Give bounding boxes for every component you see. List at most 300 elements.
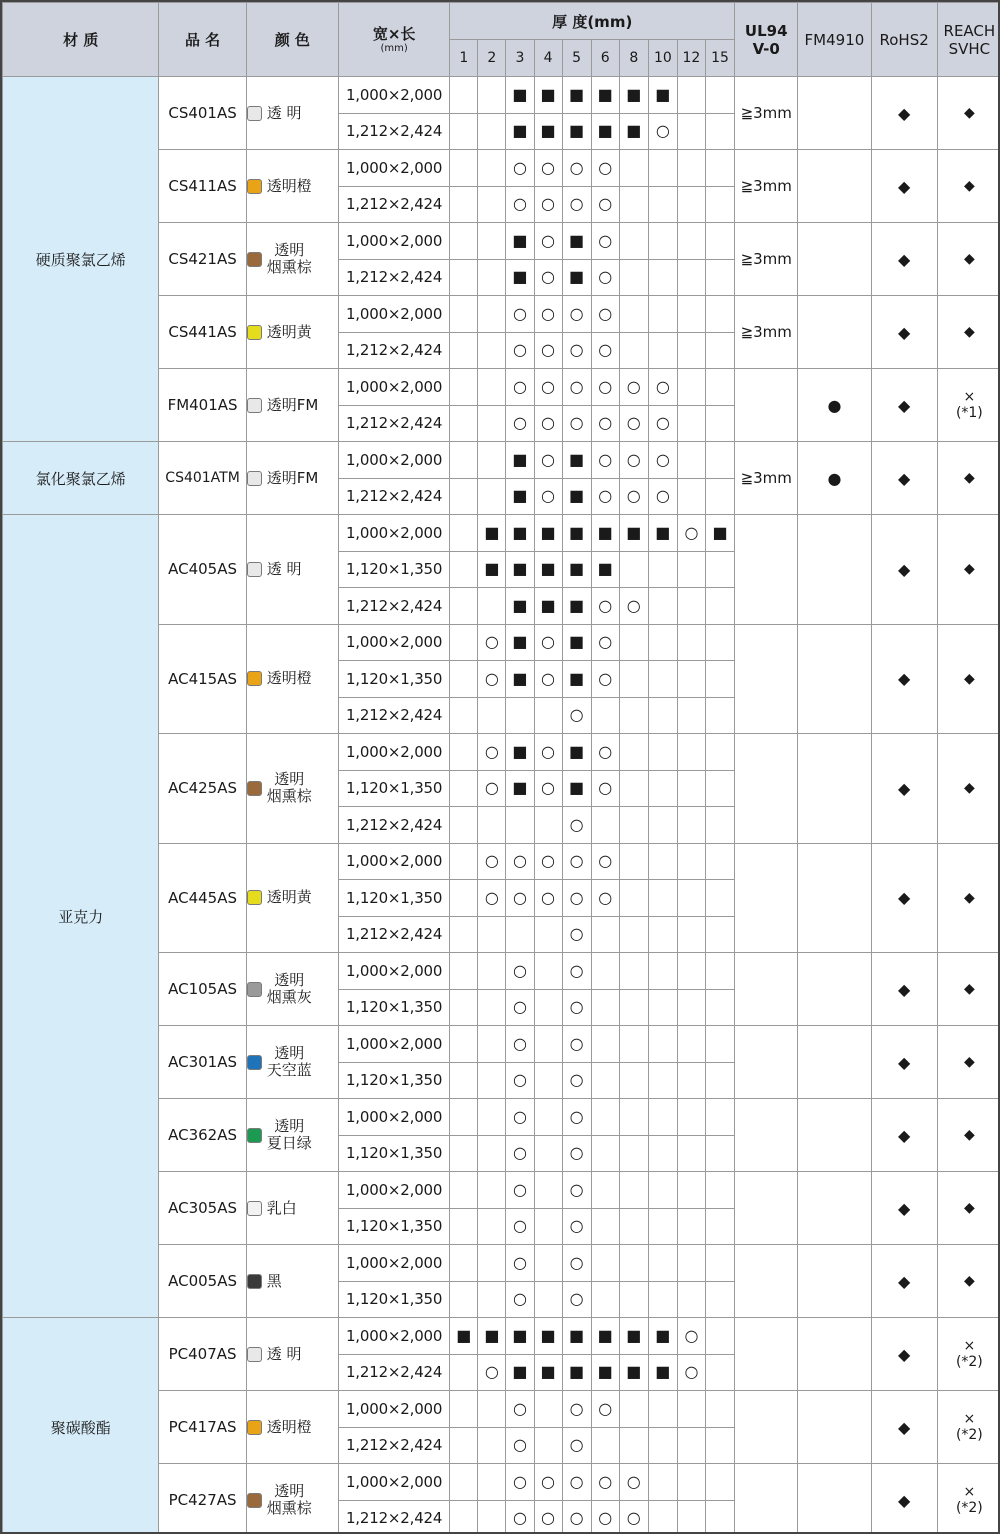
- thickness-cell-5: ■: [562, 442, 591, 479]
- color-name: 黑: [266, 1271, 282, 1290]
- ul94-cell: ≧3mm: [735, 296, 798, 369]
- header-ul94-line1: UL94: [744, 21, 788, 40]
- thickness-cell-1: [450, 880, 478, 917]
- header-product: 品 名: [159, 3, 246, 77]
- rohs2-cell: ◆: [871, 1245, 937, 1318]
- rohs2-cell: ◆: [871, 150, 937, 223]
- size-cell: 1,000×2,000: [338, 734, 449, 771]
- thickness-cell-2: [478, 259, 506, 296]
- thickness-cell-1: [450, 1026, 478, 1063]
- thickness-cell-6: ○: [591, 770, 619, 807]
- product-name-cell: CS401AS: [159, 77, 246, 150]
- thickness-cell-1: [450, 515, 478, 552]
- product-name-cell: CS441AS: [159, 296, 246, 369]
- thickness-cell-12: [677, 551, 705, 588]
- material-cell: 氯化聚氯乙烯: [3, 442, 159, 515]
- thickness-cell-4: [534, 1135, 562, 1172]
- thickness-cell-3: ○: [506, 1500, 534, 1534]
- thickness-cell-8: [619, 807, 648, 844]
- thickness-cell-3: ○: [506, 405, 534, 442]
- thickness-cell-6: [591, 807, 619, 844]
- color-cell: [246, 843, 338, 953]
- color-wrap: [247, 178, 338, 195]
- thickness-cell-2: [478, 1172, 506, 1209]
- size-cell: 1,212×2,424: [338, 588, 449, 625]
- header-thickness-10: 10: [648, 40, 677, 77]
- thickness-cell-2: [478, 442, 506, 479]
- thickness-cell-4: ○: [534, 624, 562, 661]
- thickness-cell-8: [619, 150, 648, 187]
- thickness-cell-10: [648, 1208, 677, 1245]
- thickness-cell-2: [478, 150, 506, 187]
- thickness-cell-12: [677, 369, 705, 406]
- rohs2-cell: ◆: [871, 1172, 937, 1245]
- thickness-cell-2: [478, 223, 506, 260]
- thickness-cell-12: [677, 1062, 705, 1099]
- thickness-cell-8: [619, 989, 648, 1026]
- thickness-cell-2: [478, 1062, 506, 1099]
- reach-svhc-cell: ◆: [937, 1172, 1000, 1245]
- thickness-cell-1: [450, 1427, 478, 1464]
- rohs2-cell: ◆: [871, 953, 937, 1026]
- size-cell: 1,000×2,000: [338, 150, 449, 187]
- color-swatch: [247, 1347, 262, 1362]
- thickness-cell-4: ■: [534, 77, 562, 114]
- header-color: 颜 色: [246, 3, 338, 77]
- thickness-cell-5: ○: [562, 1208, 591, 1245]
- thickness-cell-10: [648, 916, 677, 953]
- size-cell: 1,000×2,000: [338, 1026, 449, 1063]
- color-swatch: [247, 562, 262, 577]
- thickness-cell-3: [506, 697, 534, 734]
- size-cell: 1,212×2,424: [338, 332, 449, 369]
- thickness-cell-4: [534, 1099, 562, 1136]
- rohs2-cell: ◆: [871, 624, 937, 734]
- rohs2-cell: ◆: [871, 369, 937, 442]
- header-reach-line2: SVHC: [948, 39, 991, 58]
- thickness-cell-5: ○: [562, 1172, 591, 1209]
- thickness-cell-15: ■: [705, 515, 734, 552]
- thickness-cell-8: ○: [619, 588, 648, 625]
- thickness-cell-1: [450, 77, 478, 114]
- thickness-cell-6: ○: [591, 661, 619, 698]
- size-cell: 1,212×2,424: [338, 916, 449, 953]
- color-name: 透明FM: [266, 395, 319, 414]
- thickness-cell-10: [648, 296, 677, 333]
- thickness-cell-15: [705, 661, 734, 698]
- thickness-cell-3: ■: [506, 661, 534, 698]
- thickness-cell-6: ■: [591, 1318, 619, 1355]
- thickness-cell-12: [677, 296, 705, 333]
- thickness-cell-1: [450, 1500, 478, 1534]
- thickness-cell-12: [677, 113, 705, 150]
- thickness-cell-8: [619, 1026, 648, 1063]
- thickness-cell-10: [648, 1062, 677, 1099]
- thickness-cell-10: [648, 1135, 677, 1172]
- thickness-cell-3: ○: [506, 1135, 534, 1172]
- thickness-cell-4: ○: [534, 478, 562, 515]
- product-name-cell: PC427AS: [159, 1464, 246, 1534]
- thickness-cell-2: [478, 989, 506, 1026]
- ul94-cell: [735, 624, 798, 734]
- thickness-cell-1: [450, 186, 478, 223]
- color-swatch: [247, 1420, 262, 1435]
- thickness-cell-15: [705, 880, 734, 917]
- thickness-cell-15: [705, 1062, 734, 1099]
- thickness-cell-5: ○: [562, 989, 591, 1026]
- table-row: [3, 77, 1000, 114]
- thickness-cell-4: ○: [534, 332, 562, 369]
- thickness-cell-12: [677, 186, 705, 223]
- thickness-cell-12: ○: [677, 515, 705, 552]
- thickness-cell-4: ○: [534, 661, 562, 698]
- thickness-cell-8: ■: [619, 77, 648, 114]
- thickness-cell-6: ○: [591, 1391, 619, 1428]
- size-cell: 1,000×2,000: [338, 369, 449, 406]
- header-ul94-line2: V-0: [752, 39, 780, 58]
- thickness-cell-4: ○: [534, 296, 562, 333]
- thickness-cell-10: [648, 807, 677, 844]
- thickness-cell-4: [534, 1391, 562, 1428]
- thickness-cell-6: ○: [591, 624, 619, 661]
- thickness-cell-1: [450, 624, 478, 661]
- thickness-cell-2: [478, 1464, 506, 1501]
- thickness-cell-15: [705, 1172, 734, 1209]
- color-swatch: [247, 252, 262, 267]
- thickness-cell-15: [705, 1208, 734, 1245]
- thickness-cell-1: [450, 697, 478, 734]
- thickness-cell-10: ■: [648, 1354, 677, 1391]
- table-row: [3, 442, 1000, 479]
- thickness-cell-12: [677, 442, 705, 479]
- thickness-cell-2: ○: [478, 880, 506, 917]
- thickness-cell-2: ■: [478, 551, 506, 588]
- thickness-cell-1: [450, 478, 478, 515]
- color-swatch: [247, 179, 262, 194]
- thickness-cell-3: ■: [506, 223, 534, 260]
- thickness-cell-10: [648, 1464, 677, 1501]
- thickness-cell-6: [591, 1099, 619, 1136]
- header-reach-line1: REACH: [943, 21, 996, 40]
- thickness-cell-8: [619, 332, 648, 369]
- color-wrap: [247, 972, 338, 1006]
- thickness-cell-2: [478, 186, 506, 223]
- product-name-cell: AC005AS: [159, 1245, 246, 1318]
- thickness-cell-10: [648, 186, 677, 223]
- thickness-cell-3: ○: [506, 369, 534, 406]
- thickness-cell-3: ■: [506, 113, 534, 150]
- thickness-cell-3: ■: [506, 1354, 534, 1391]
- ul94-cell: [735, 1026, 798, 1099]
- thickness-cell-2: [478, 1500, 506, 1534]
- product-name-cell: AC105AS: [159, 953, 246, 1026]
- rohs2-cell: ◆: [871, 843, 937, 953]
- thickness-cell-2: [478, 332, 506, 369]
- thickness-cell-3: ■: [506, 515, 534, 552]
- thickness-cell-6: ○: [591, 1464, 619, 1501]
- fm4910-cell: ●: [798, 442, 871, 515]
- thickness-cell-6: ■: [591, 77, 619, 114]
- thickness-cell-1: [450, 1281, 478, 1318]
- thickness-cell-8: [619, 953, 648, 990]
- thickness-cell-8: [619, 223, 648, 260]
- thickness-cell-10: [648, 223, 677, 260]
- thickness-cell-5: ■: [562, 588, 591, 625]
- thickness-cell-1: [450, 442, 478, 479]
- ul94-cell: ≧3mm: [735, 223, 798, 296]
- thickness-cell-5: ○: [562, 1281, 591, 1318]
- thickness-cell-2: ○: [478, 734, 506, 771]
- thickness-cell-12: [677, 1500, 705, 1534]
- ul94-cell: [735, 953, 798, 1026]
- thickness-cell-2: [478, 1245, 506, 1282]
- color-cell: [246, 1464, 338, 1534]
- size-cell: 1,212×2,424: [338, 113, 449, 150]
- thickness-cell-12: [677, 1245, 705, 1282]
- reach-svhc-cell: ◆: [937, 223, 1000, 296]
- thickness-cell-5: ■: [562, 77, 591, 114]
- thickness-cell-12: [677, 223, 705, 260]
- ul94-cell: [735, 1172, 798, 1245]
- thickness-cell-2: [478, 296, 506, 333]
- thickness-cell-10: ○: [648, 369, 677, 406]
- thickness-cell-4: ○: [534, 223, 562, 260]
- thickness-cell-5: ○: [562, 880, 591, 917]
- size-cell: 1,000×2,000: [338, 1172, 449, 1209]
- size-cell: 1,000×2,000: [338, 1464, 449, 1501]
- rohs2-cell: ◆: [871, 223, 937, 296]
- thickness-cell-6: ○: [591, 259, 619, 296]
- color-name: 透明FM: [266, 468, 319, 487]
- size-cell: 1,212×2,424: [338, 807, 449, 844]
- color-name: 透明 烟熏棕: [266, 770, 312, 806]
- color-swatch: [247, 471, 262, 486]
- color-swatch: [247, 1493, 262, 1508]
- reach-svhc-cell: ◆: [937, 624, 1000, 734]
- thickness-cell-4: ○: [534, 1500, 562, 1534]
- color-cell: [246, 369, 338, 442]
- thickness-cell-12: [677, 150, 705, 187]
- header-thickness-6: 6: [591, 40, 619, 77]
- thickness-cell-8: [619, 296, 648, 333]
- thickness-cell-6: ○: [591, 880, 619, 917]
- thickness-cell-4: ○: [534, 442, 562, 479]
- thickness-cell-8: [619, 880, 648, 917]
- thickness-cell-2: [478, 588, 506, 625]
- color-name: 透 明: [266, 559, 302, 578]
- thickness-cell-8: [619, 1062, 648, 1099]
- thickness-cell-1: [450, 259, 478, 296]
- header-rohs2: RoHS2: [871, 3, 937, 77]
- thickness-cell-1: [450, 588, 478, 625]
- ul94-cell: ≧3mm: [735, 77, 798, 150]
- thickness-cell-8: [619, 259, 648, 296]
- fm4910-cell: [798, 1391, 871, 1464]
- thickness-cell-1: [450, 989, 478, 1026]
- thickness-cell-4: ○: [534, 369, 562, 406]
- thickness-cell-15: [705, 1099, 734, 1136]
- thickness-cell-1: [450, 1099, 478, 1136]
- thickness-cell-1: [450, 1354, 478, 1391]
- thickness-cell-12: ○: [677, 1354, 705, 1391]
- size-cell: 1,120×1,350: [338, 1062, 449, 1099]
- thickness-cell-5: ○: [562, 697, 591, 734]
- header-thickness-8: 8: [619, 40, 648, 77]
- thickness-cell-1: [450, 1172, 478, 1209]
- thickness-cell-5: ○: [562, 150, 591, 187]
- thickness-cell-8: ○: [619, 442, 648, 479]
- table-row: [3, 1318, 1000, 1355]
- thickness-cell-4: ■: [534, 113, 562, 150]
- color-name: 透 明: [266, 103, 302, 122]
- header-thickness: 厚 度(mm): [450, 3, 735, 40]
- thickness-cell-12: [677, 1026, 705, 1063]
- thickness-cell-5: ○: [562, 186, 591, 223]
- color-swatch: [247, 982, 262, 997]
- thickness-cell-10: [648, 150, 677, 187]
- thickness-cell-12: [677, 77, 705, 114]
- thickness-cell-5: ■: [562, 551, 591, 588]
- thickness-cell-6: ○: [591, 150, 619, 187]
- thickness-cell-10: [648, 734, 677, 771]
- reach-svhc-cell: ◆: [937, 296, 1000, 369]
- thickness-cell-2: [478, 1281, 506, 1318]
- color-wrap: [247, 1273, 338, 1290]
- thickness-cell-10: [648, 624, 677, 661]
- header-reach: [937, 3, 1000, 77]
- thickness-cell-8: ○: [619, 405, 648, 442]
- thickness-cell-5: ■: [562, 661, 591, 698]
- thickness-cell-8: [619, 186, 648, 223]
- reach-svhc-cell: ◆: [937, 515, 1000, 625]
- thickness-cell-3: ○: [506, 843, 534, 880]
- thickness-cell-15: [705, 1281, 734, 1318]
- thickness-cell-8: [619, 697, 648, 734]
- thickness-cell-12: [677, 588, 705, 625]
- thickness-cell-6: ○: [591, 369, 619, 406]
- thickness-cell-4: ■: [534, 1318, 562, 1355]
- product-name-cell: AC445AS: [159, 843, 246, 953]
- thickness-cell-12: [677, 880, 705, 917]
- thickness-cell-1: [450, 953, 478, 990]
- header-thickness-4: 4: [534, 40, 562, 77]
- product-name-cell: CS411AS: [159, 150, 246, 223]
- thickness-cell-6: ○: [591, 1500, 619, 1534]
- thickness-cell-10: [648, 697, 677, 734]
- thickness-cell-12: ○: [677, 1318, 705, 1355]
- thickness-cell-6: [591, 697, 619, 734]
- thickness-cell-6: ○: [591, 332, 619, 369]
- fm4910-cell: [798, 223, 871, 296]
- thickness-cell-15: [705, 989, 734, 1026]
- thickness-cell-10: ■: [648, 77, 677, 114]
- size-cell: 1,212×2,424: [338, 186, 449, 223]
- thickness-cell-4: [534, 916, 562, 953]
- thickness-cell-2: ■: [478, 515, 506, 552]
- thickness-cell-5: ■: [562, 478, 591, 515]
- material-cell: 硬质聚氯乙烯: [3, 77, 159, 442]
- thickness-cell-4: [534, 989, 562, 1026]
- size-cell: 1,212×2,424: [338, 259, 449, 296]
- product-name-cell: AC405AS: [159, 515, 246, 625]
- size-cell: 1,120×1,350: [338, 551, 449, 588]
- thickness-cell-10: [648, 1281, 677, 1318]
- reach-svhc-cell: × (*1): [937, 369, 1000, 442]
- ul94-cell: [735, 1464, 798, 1534]
- thickness-cell-2: [478, 1026, 506, 1063]
- thickness-cell-15: [705, 734, 734, 771]
- thickness-cell-3: [506, 807, 534, 844]
- color-swatch: [247, 325, 262, 340]
- thickness-cell-5: ○: [562, 1062, 591, 1099]
- product-spec-table: [2, 2, 1000, 1534]
- header-thickness-15: 15: [705, 40, 734, 77]
- thickness-cell-6: ○: [591, 843, 619, 880]
- ul94-cell: ≧3mm: [735, 442, 798, 515]
- thickness-cell-3: ○: [506, 1245, 534, 1282]
- thickness-cell-12: [677, 989, 705, 1026]
- thickness-cell-6: [591, 953, 619, 990]
- thickness-cell-6: ○: [591, 478, 619, 515]
- rohs2-cell: ◆: [871, 1099, 937, 1172]
- fm4910-cell: [798, 77, 871, 150]
- thickness-cell-3: ○: [506, 1281, 534, 1318]
- reach-svhc-cell: ◆: [937, 442, 1000, 515]
- thickness-cell-1: ■: [450, 1318, 478, 1355]
- header-ul94: [735, 3, 798, 77]
- color-wrap: [247, 1419, 338, 1436]
- thickness-cell-5: ○: [562, 1391, 591, 1428]
- reach-svhc-cell: ◆: [937, 150, 1000, 223]
- thickness-cell-1: [450, 296, 478, 333]
- thickness-cell-15: [705, 296, 734, 333]
- thickness-cell-15: [705, 551, 734, 588]
- thickness-cell-2: [478, 1208, 506, 1245]
- color-swatch: [247, 671, 262, 686]
- rohs2-cell: ◆: [871, 296, 937, 369]
- thickness-cell-4: ■: [534, 588, 562, 625]
- thickness-cell-3: ○: [506, 1464, 534, 1501]
- material-cell: 亚克力: [3, 515, 159, 1318]
- thickness-cell-5: ○: [562, 369, 591, 406]
- thickness-cell-3: ○: [506, 953, 534, 990]
- header-thickness-3: 3: [506, 40, 534, 77]
- color-wrap: [247, 670, 338, 687]
- rohs2-cell: ◆: [871, 1464, 937, 1534]
- color-cell: [246, 1245, 338, 1318]
- reach-svhc-cell: ◆: [937, 734, 1000, 844]
- size-cell: 1,000×2,000: [338, 1318, 449, 1355]
- fm4910-cell: [798, 734, 871, 844]
- color-wrap: [247, 561, 338, 578]
- product-name-cell: CS421AS: [159, 223, 246, 296]
- size-cell: 1,000×2,000: [338, 624, 449, 661]
- thickness-cell-3: ■: [506, 77, 534, 114]
- thickness-cell-3: ○: [506, 1062, 534, 1099]
- thickness-cell-12: [677, 916, 705, 953]
- thickness-cell-3: ■: [506, 624, 534, 661]
- thickness-cell-1: [450, 405, 478, 442]
- thickness-cell-5: ○: [562, 1135, 591, 1172]
- thickness-cell-1: [450, 551, 478, 588]
- size-cell: 1,000×2,000: [338, 1391, 449, 1428]
- thickness-cell-6: ○: [591, 405, 619, 442]
- thickness-cell-15: [705, 1391, 734, 1428]
- size-cell: 1,000×2,000: [338, 442, 449, 479]
- thickness-cell-10: [648, 551, 677, 588]
- color-name: 透明 天空蓝: [266, 1044, 312, 1079]
- size-cell: 1,000×2,000: [338, 953, 449, 990]
